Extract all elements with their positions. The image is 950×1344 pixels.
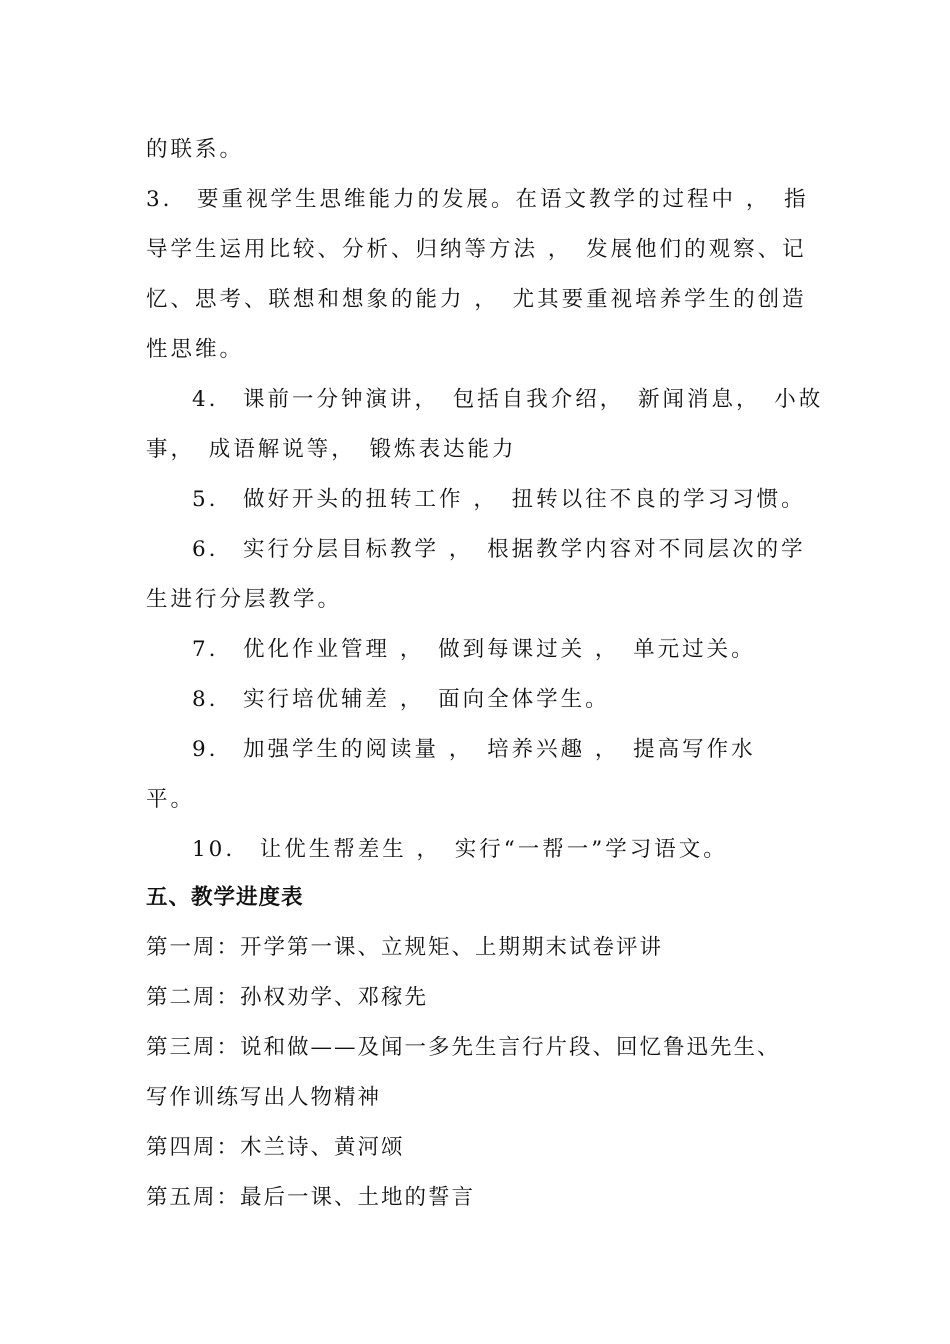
text-line: 3. 要重视学生思维能力的发展。在语文教学的过程中 ， 指 xyxy=(146,187,809,212)
schedule-line: 第五周：最后一课、土地的誓言 xyxy=(146,1185,476,1210)
text-line: 忆、思考、联想和想象的能力 ， 尤其要重视培养学生的创造 xyxy=(146,287,807,312)
text-line: 生进行分层教学。 xyxy=(146,587,343,612)
schedule-line: 第一周：开学第一课、立规矩、上期期末试卷评讲 xyxy=(146,935,664,960)
text-line: 平。 xyxy=(146,787,196,812)
text-line: 4. 课前一分钟演讲， 包括自我介绍， 新闻消息， 小故 xyxy=(192,387,824,412)
text-line: 7. 优化作业管理 ， 做到每课过关 ， 单元过关。 xyxy=(192,637,756,662)
schedule-line: 第二周：孙权劝学、邓稼先 xyxy=(146,985,429,1010)
text-line: 性思维。 xyxy=(146,337,245,362)
schedule-line: 第四周：木兰诗、黄河颂 xyxy=(146,1135,405,1160)
text-line: 导学生运用比较、分析、归纳等方法 ， 发展他们的观察、记 xyxy=(146,237,807,262)
text-line: 的联系。 xyxy=(146,137,245,162)
text-line: 事， 成语解说等， 锻炼表达能力 xyxy=(146,437,517,462)
schedule-line: 第三周：说和做——及闻一多先生言行片段、回忆鲁迅先生、 xyxy=(146,1035,781,1060)
schedule-line: 写作训练写出人物精神 xyxy=(146,1085,382,1110)
section-heading: 五、教学进度表 xyxy=(146,885,304,910)
text-line: 5. 做好开头的扭转工作 ， 扭转以往不良的学习习惯。 xyxy=(192,487,806,512)
text-line: 9. 加强学生的阅读量 ， 培养兴趣 ， 提高写作水 xyxy=(192,737,756,762)
text-line: 10. 让优生帮差生 ， 实行“一帮一”学习语文。 xyxy=(192,837,728,862)
text-line: 6. 实行分层目标教学 ， 根据教学内容对不同层次的学 xyxy=(192,537,806,562)
text-line: 8. 实行培优辅差 ， 面向全体学生。 xyxy=(192,687,610,712)
